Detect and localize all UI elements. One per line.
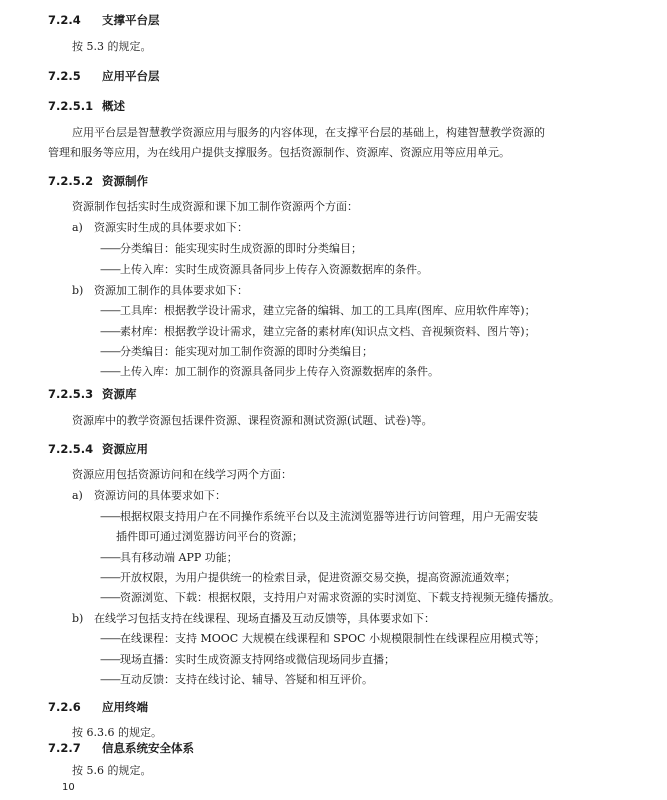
list-item-b (72, 610, 435, 626)
paragraph-line: 管理和服务等应用，为在线用户提供支撑服务。包括资源制作、资源库、资源应用等应用单元。 (48, 146, 510, 159)
section-number: 7.2.4 (48, 13, 81, 27)
dash-glyph: —— (100, 304, 120, 317)
dash-glyph: —— (100, 551, 120, 564)
dash-item (100, 261, 428, 277)
dash-item (100, 569, 516, 585)
list-item-a (72, 487, 226, 503)
heading-7-2-6 (48, 699, 148, 715)
heading-7-2-5-2 (48, 173, 148, 189)
dash-item (100, 343, 373, 359)
dash-glyph: —— (100, 653, 120, 666)
dash-item (100, 508, 538, 524)
dash-glyph: —— (100, 365, 120, 378)
list-item-text: 资源实时生成的具体要求如下： (94, 221, 248, 234)
section-title: 信息系统安全体系 (102, 741, 194, 755)
dash-item (100, 651, 395, 667)
dash-item (100, 302, 536, 318)
dash-item-text: 在线课程：支持 MOOC 大规模在线课程和 SPOC 小规模限制性在线课程应用模式等； (120, 632, 546, 645)
list-item-text: 在线学习包括支持在线课程、现场直播及互动反馈等，具体要求如下： (94, 612, 435, 625)
dash-glyph: —— (100, 345, 120, 358)
dash-glyph: —— (100, 325, 120, 338)
heading-7-2-5-1 (48, 98, 125, 114)
paragraph-intro: 资源应用包括资源访问和在线学习两个方面： (72, 468, 292, 481)
section-title: 支撑平台层 (102, 13, 160, 27)
dash-item (100, 671, 373, 687)
dash-glyph: —— (100, 632, 120, 645)
dash-glyph: —— (100, 263, 120, 276)
paragraph-7-2-7: 按 5.6 的规定。 (72, 764, 152, 777)
section-number: 7.2.5.2 (48, 174, 94, 188)
dash-item-text: 分类编目：能实现对加工制作资源的即时分类编目； (120, 345, 373, 358)
section-title: 应用终端 (102, 700, 148, 714)
list-marker: b) (72, 284, 84, 297)
section-title: 资源制作 (102, 174, 148, 188)
section-number: 7.2.5.3 (48, 387, 94, 401)
section-number: 7.2.5 (48, 69, 81, 83)
list-item-text: 资源访问的具体要求如下： (94, 489, 226, 502)
paragraph-7-2-4: 按 5.3 的规定。 (72, 40, 152, 53)
dash-item (100, 589, 560, 605)
dash-item-text: 分类编目：能实现实时生成资源的即时分类编目； (120, 242, 362, 255)
list-marker: b) (72, 612, 84, 625)
dash-item-text: 资源浏览、下载：根据权限，支持用户对需求资源的实时浏览、下载支持视频无缝传播放。 (120, 591, 560, 604)
list-marker: a) (72, 221, 83, 234)
dash-item (100, 323, 536, 339)
section-title: 资源应用 (102, 442, 148, 456)
list-item-b (72, 282, 248, 298)
heading-7-2-5-4 (48, 441, 148, 457)
heading-7-2-5 (48, 68, 160, 84)
list-item-a (72, 219, 248, 235)
dash-glyph: —— (100, 510, 120, 523)
list-marker: a) (72, 489, 83, 502)
dash-glyph: —— (100, 571, 120, 584)
dash-item (100, 549, 238, 565)
dash-glyph: —— (100, 673, 120, 686)
paragraph-7-2-5-3: 资源库中的教学资源包括课件资源、课程资源和测试资源(试题、试卷)等。 (72, 414, 433, 427)
dash-item-text: 上传入库：加工制作的资源具备同步上传存入资源数据库的条件。 (120, 365, 439, 378)
section-title: 概述 (102, 99, 125, 113)
dash-glyph: —— (100, 591, 120, 604)
list-item-text: 资源加工制作的具体要求如下： (94, 284, 248, 297)
section-number: 7.2.6 (48, 700, 81, 714)
dash-item-text: 具有移动端 APP 功能； (120, 551, 238, 564)
dash-item-text: 上传入库：实时生成资源具备同步上传存入资源数据库的条件。 (120, 263, 428, 276)
section-title: 应用平台层 (102, 69, 160, 83)
dash-item-text: 开放权限，为用户提供统一的检索目录，促进资源交易交换，提高资源流通效率； (120, 571, 516, 584)
heading-7-2-5-3 (48, 386, 137, 402)
paragraph-line: 应用平台层是智慧教学资源应用与服务的内容体现，在支撑平台层的基础上，构建智慧教学资源的 (72, 126, 545, 139)
heading-7-2-4 (48, 12, 160, 28)
dash-item (100, 630, 545, 646)
heading-7-2-7 (48, 740, 194, 756)
dash-item (100, 240, 362, 256)
dash-item-text: 工具库：根据教学设计需求，建立完备的编辑、加工的工具库(图库、应用软件库等)； (120, 304, 536, 317)
page-number: 10 (62, 782, 75, 793)
dash-item-text: 素材库：根据教学设计需求，建立完备的素材库(知识点文档、音视频资料、图片等)； (120, 325, 536, 338)
section-number: 7.2.5.1 (48, 99, 94, 113)
dash-glyph: —— (100, 242, 120, 255)
dash-item-continuation: 插件即可通过浏览器访问平台的资源； (116, 530, 303, 543)
dash-item-text: 互动反馈：支持在线讨论、辅导、答疑和相互评价。 (120, 673, 373, 686)
paragraph-intro: 资源制作包括实时生成资源和课下加工制作资源两个方面： (72, 200, 358, 213)
section-number: 7.2.5.4 (48, 442, 94, 456)
dash-item (100, 363, 439, 379)
section-number: 7.2.7 (48, 741, 81, 755)
section-title: 资源库 (102, 387, 137, 401)
dash-item-text: 现场直播：实时生成资源支持网络或微信现场同步直播； (120, 653, 395, 666)
dash-item-text: 根据权限支持用户在不同操作系统平台以及主流浏览器等进行访问管理，用户无需安装 (120, 510, 538, 523)
paragraph-7-2-6: 按 6.3.6 的规定。 (72, 726, 162, 739)
